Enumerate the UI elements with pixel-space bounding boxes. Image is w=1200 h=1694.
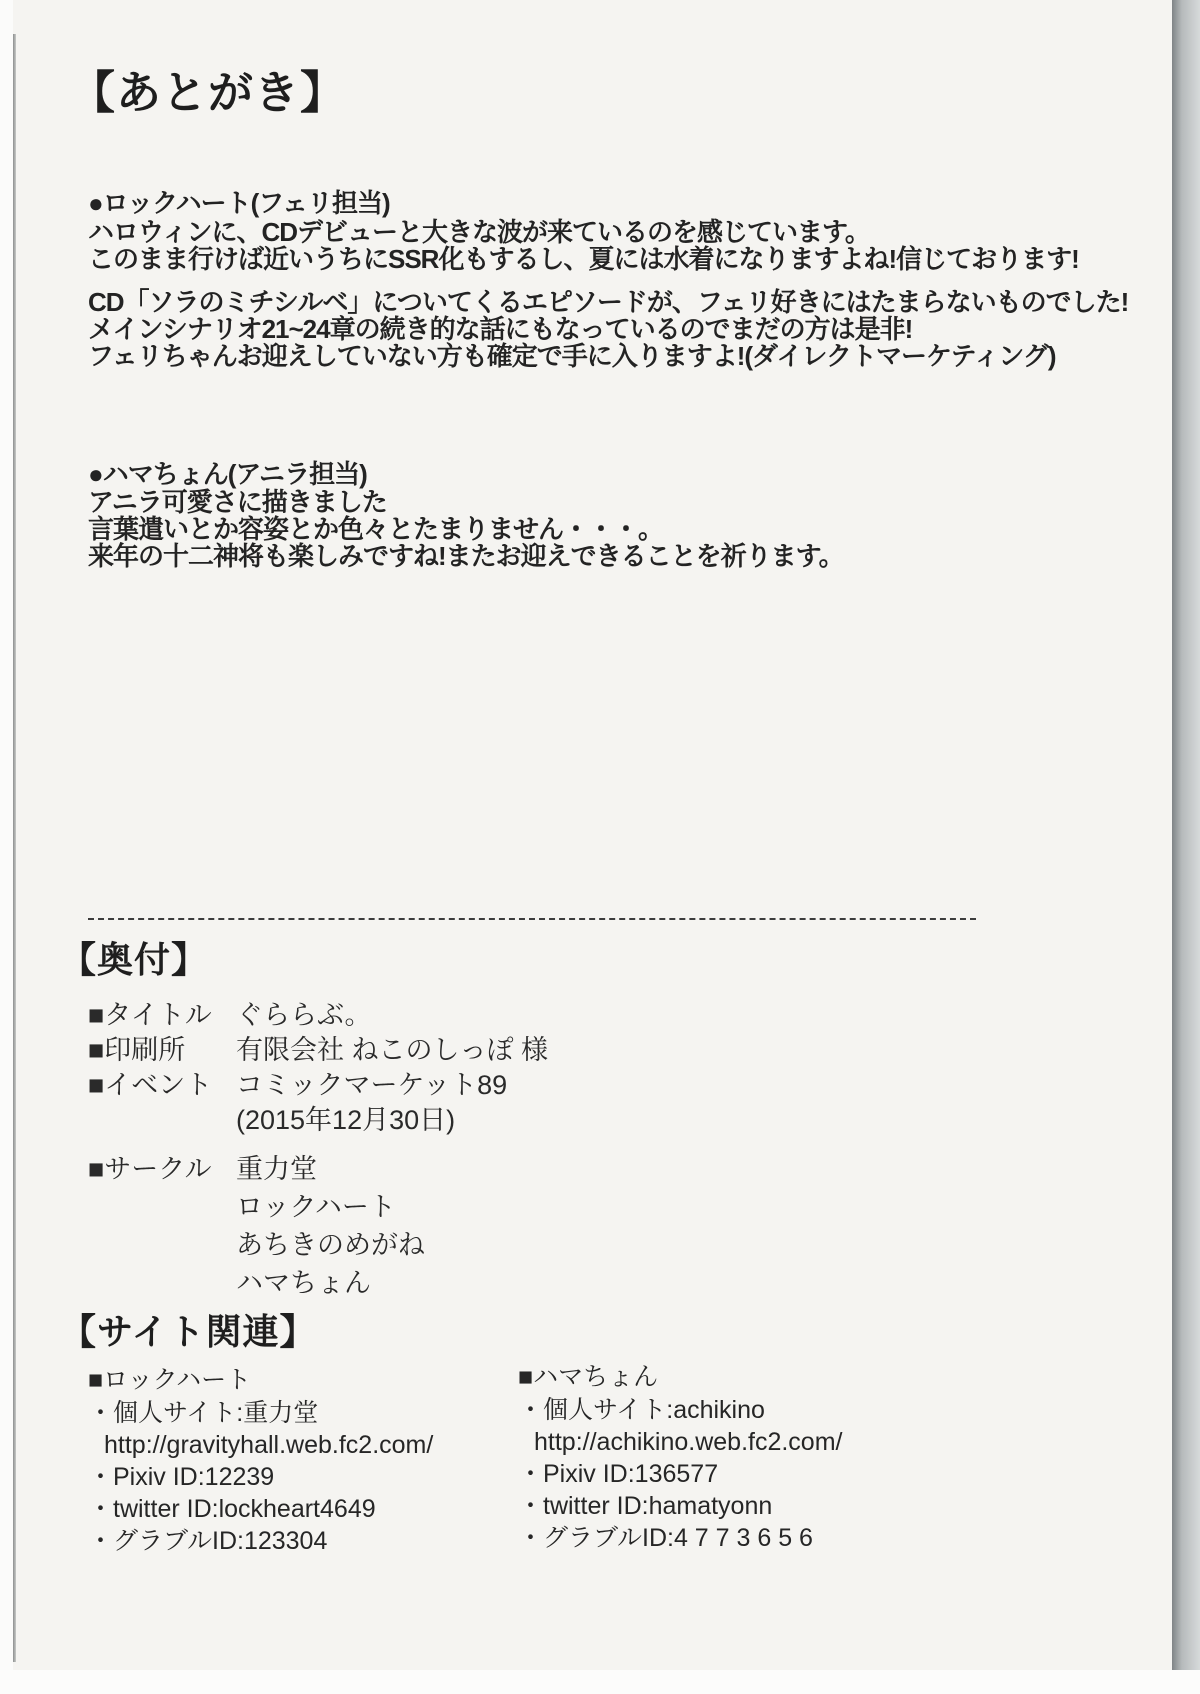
- colophon-label: ■タイトル: [88, 1000, 212, 1030]
- colophon-value: コミックマーケット89: [236, 1070, 508, 1100]
- personal-site-label: ・個人サイト:重力堂: [88, 1399, 319, 1427]
- colophon-row: [88, 1103, 548, 1138]
- colophon-value: 有限会社 ねこのしっぽ 様: [236, 1035, 549, 1065]
- site-owner-name: ■ロックハート: [88, 1366, 252, 1394]
- section-hamachon-paragraph: [88, 489, 844, 570]
- text-line: CD「ソラのミチシルベ」についてくるエピソードが、フェリ好きにはたまらないものでした!: [88, 287, 1129, 317]
- colophon-label: ■イベント: [88, 1070, 213, 1100]
- site-url: http://achikino.web.fc2.com/: [534, 1428, 843, 1456]
- dashed-divider: [88, 918, 976, 920]
- scan-left-edge-line: [13, 34, 16, 1662]
- colophon-heading: 【奥付】: [60, 939, 209, 980]
- section-lockheart-paragraph-1: [88, 219, 1079, 273]
- colophon-value: あちきのめがね: [236, 1230, 425, 1260]
- section-lockheart-title: ●ロックハート(フェリ担当): [88, 188, 390, 218]
- scan-left-margin: [0, 0, 13, 1694]
- colophon-label: ■サークル: [88, 1154, 212, 1184]
- site-owner-name: ■ハマちょん: [518, 1363, 659, 1391]
- colophon-row: [88, 1150, 425, 1188]
- granblue-id: ・グラブルID:4 7 7 3 6 5 6: [518, 1524, 813, 1552]
- text-line: フェリちゃんお迎えしていない方も確定で手に入りますよ!(ダイレクトマーケティング): [88, 341, 1056, 371]
- site-column-hamachon: [518, 1361, 842, 1554]
- colophon-row: [88, 1188, 425, 1226]
- colophon-label: [88, 1226, 236, 1264]
- colophon-label: [88, 1188, 236, 1226]
- colophon-row: [88, 1033, 548, 1068]
- colophon-row: [88, 998, 548, 1033]
- site-url: http://gravityhall.web.fc2.com/: [104, 1431, 434, 1459]
- text-line: アニラ可愛さに描きました: [88, 487, 387, 517]
- colophon-label: ■印刷所: [88, 1035, 186, 1065]
- colophon-row: [88, 1226, 425, 1264]
- sites-heading: 【サイト関連】: [60, 1311, 317, 1352]
- twitter-id: ・twitter ID:hamatyonn: [518, 1492, 773, 1520]
- text-line: ハロウィンに、CDデビューと大きな波が来ているのを感じています。: [88, 217, 870, 247]
- scan-bottom-margin: [0, 1670, 1200, 1694]
- colophon-label: [88, 1103, 236, 1138]
- page-title: 【あとがき】: [70, 67, 347, 118]
- personal-site-label: ・個人サイト:achikino: [518, 1396, 765, 1424]
- scan-right-edge-shadow: [1172, 0, 1200, 1694]
- colophon-value: ロックハート: [236, 1192, 396, 1222]
- pixiv-id: ・Pixiv ID:12239: [88, 1463, 275, 1491]
- colophon-value: ぐららぶ。: [236, 1000, 372, 1030]
- colophon-value: 重力堂: [236, 1154, 317, 1184]
- section-lockheart-paragraph-2: [88, 289, 1128, 370]
- colophon-rows-group-2: [88, 1150, 425, 1302]
- text-line: このまま行けば近いうちにSSR化もするし、夏には水着になりますよね!信じております!: [88, 244, 1079, 274]
- section-hamachon-title: ●ハマちょん(アニラ担当): [88, 459, 367, 489]
- colophon-value: (2015年12月30日): [236, 1105, 456, 1135]
- text-line: 言葉遣いとか容姿とか色々とたまりません・・・。: [88, 514, 664, 544]
- pixiv-id: ・Pixiv ID:136577: [518, 1460, 719, 1488]
- colophon-label: [88, 1264, 236, 1302]
- colophon-value: ハマちょん: [236, 1268, 371, 1298]
- granblue-id: ・グラブルID:123304: [88, 1527, 328, 1555]
- twitter-id: ・twitter ID:lockheart4649: [88, 1495, 376, 1523]
- colophon-row: [88, 1068, 548, 1103]
- text-line: 来年の十二神将も楽しみですね!またお迎えできることを祈ります。: [88, 541, 844, 571]
- text-line: メインシナリオ21~24章の続き的な話にもなっているのでまだの方は是非!: [88, 314, 913, 344]
- site-column-lockheart: [88, 1364, 433, 1557]
- colophon-row: [88, 1264, 425, 1302]
- colophon-rows-group-1: [88, 998, 548, 1138]
